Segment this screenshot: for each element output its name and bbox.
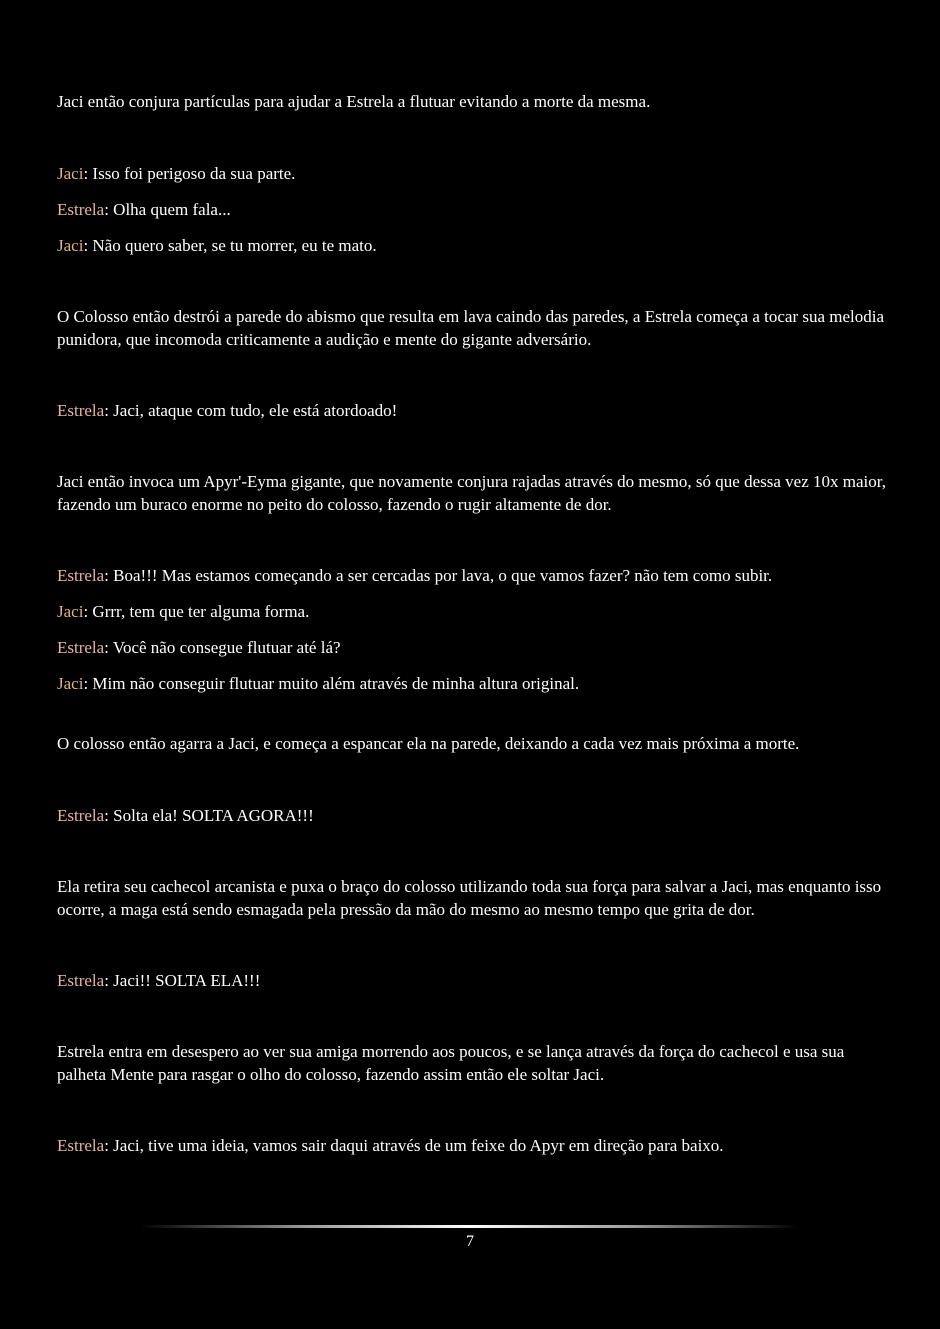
speaker-name: Estrela <box>57 401 105 420</box>
dialogue-text: : Mim não conseguir flutuar muito além através de minha altura original. <box>83 674 580 693</box>
dialogue-text: : Olha quem fala... <box>104 200 231 219</box>
dialogue-line <box>57 804 887 827</box>
narration-paragraph: O colosso então agarra a Jaci, e começa a espancar ela na parede, deixando a cada vez mais próxima a morte. <box>57 734 800 753</box>
dialogue-line <box>57 672 887 695</box>
speaker-name: Jaci <box>57 236 84 255</box>
dialogue-line <box>57 969 887 992</box>
dialogue-text: : Boa!!! Mas estamos começando a ser cercadas por lava, o que vamos fazer? não tem como subir. <box>104 566 773 585</box>
dialogue-line <box>57 198 887 221</box>
narration-paragraph: Jaci então invoca um Apyr'-Eyma gigante, que novamente conjura rajadas através do mesmo, só que dessa vez 10x maior, fazendo um buraco enorme no peito do colosso, fazendo o rugir altamente de dor. <box>57 472 886 514</box>
narration-paragraph: Jaci então conjura partículas para ajudar a Estrela a flutuar evitando a morte da mesma. <box>57 92 651 111</box>
speaker-name: Estrela <box>57 971 105 990</box>
dialogue-text: : Não quero saber, se tu morrer, eu te mato. <box>83 236 377 255</box>
dialogue-line <box>57 234 887 257</box>
dialogue-line <box>57 162 887 185</box>
dialogue-text: : Jaci, ataque com tudo, ele está atordoado! <box>104 401 398 420</box>
speaker-name: Estrela <box>57 638 105 657</box>
speaker-name: Estrela <box>57 200 105 219</box>
speaker-name: Estrela <box>57 1136 105 1155</box>
speaker-name: Jaci <box>57 602 84 621</box>
speaker-name: Estrela <box>57 566 105 585</box>
narration-paragraph: O Colosso então destrói a parede do abismo que resulta em lava caindo das paredes, a Estrela começa a tocar sua melodia punidora, que incomoda criticamente a audição e mente do gigante adversário. <box>57 307 885 349</box>
dialogue-line <box>57 1134 887 1157</box>
speaker-name: Jaci <box>57 674 84 693</box>
narration-paragraph: Estrela entra em desespero ao ver sua amiga morrendo aos poucos, e se lança através da força do cachecol e usa sua palheta Mente para rasgar o olho do colosso, fazendo assim então ele soltar Jaci. <box>57 1042 845 1084</box>
document-body <box>57 90 887 1157</box>
dialogue-text: : Você não consegue flutuar até lá? <box>104 638 341 657</box>
narration-paragraph: Ela retira seu cachecol arcanista e puxa o braço do colosso utilizando toda sua força para salvar a Jaci, mas enquanto isso ocorre, a maga está sendo esmagada pela pressão da mão do mesmo ao mesmo tempo que grita de dor. <box>57 877 882 919</box>
footer-divider <box>140 1225 800 1228</box>
speaker-name: Jaci <box>57 164 84 183</box>
dialogue-line <box>57 636 887 659</box>
dialogue-line <box>57 564 887 587</box>
dialogue-text: : Grrr, tem que ter alguma forma. <box>83 602 310 621</box>
dialogue-text: : Solta ela! SOLTA AGORA!!! <box>104 806 314 825</box>
dialogue-text: : Jaci, tive uma ideia, vamos sair daqui através de um feixe do Apyr em direção para baixo. <box>104 1136 724 1155</box>
dialogue-line <box>57 399 887 422</box>
page-number: 7 <box>466 1233 474 1250</box>
dialogue-text: : Jaci!! SOLTA ELA!!! <box>104 971 261 990</box>
dialogue-line <box>57 600 887 623</box>
dialogue-text: : Isso foi perigoso da sua parte. <box>83 164 296 183</box>
speaker-name: Estrela <box>57 806 105 825</box>
